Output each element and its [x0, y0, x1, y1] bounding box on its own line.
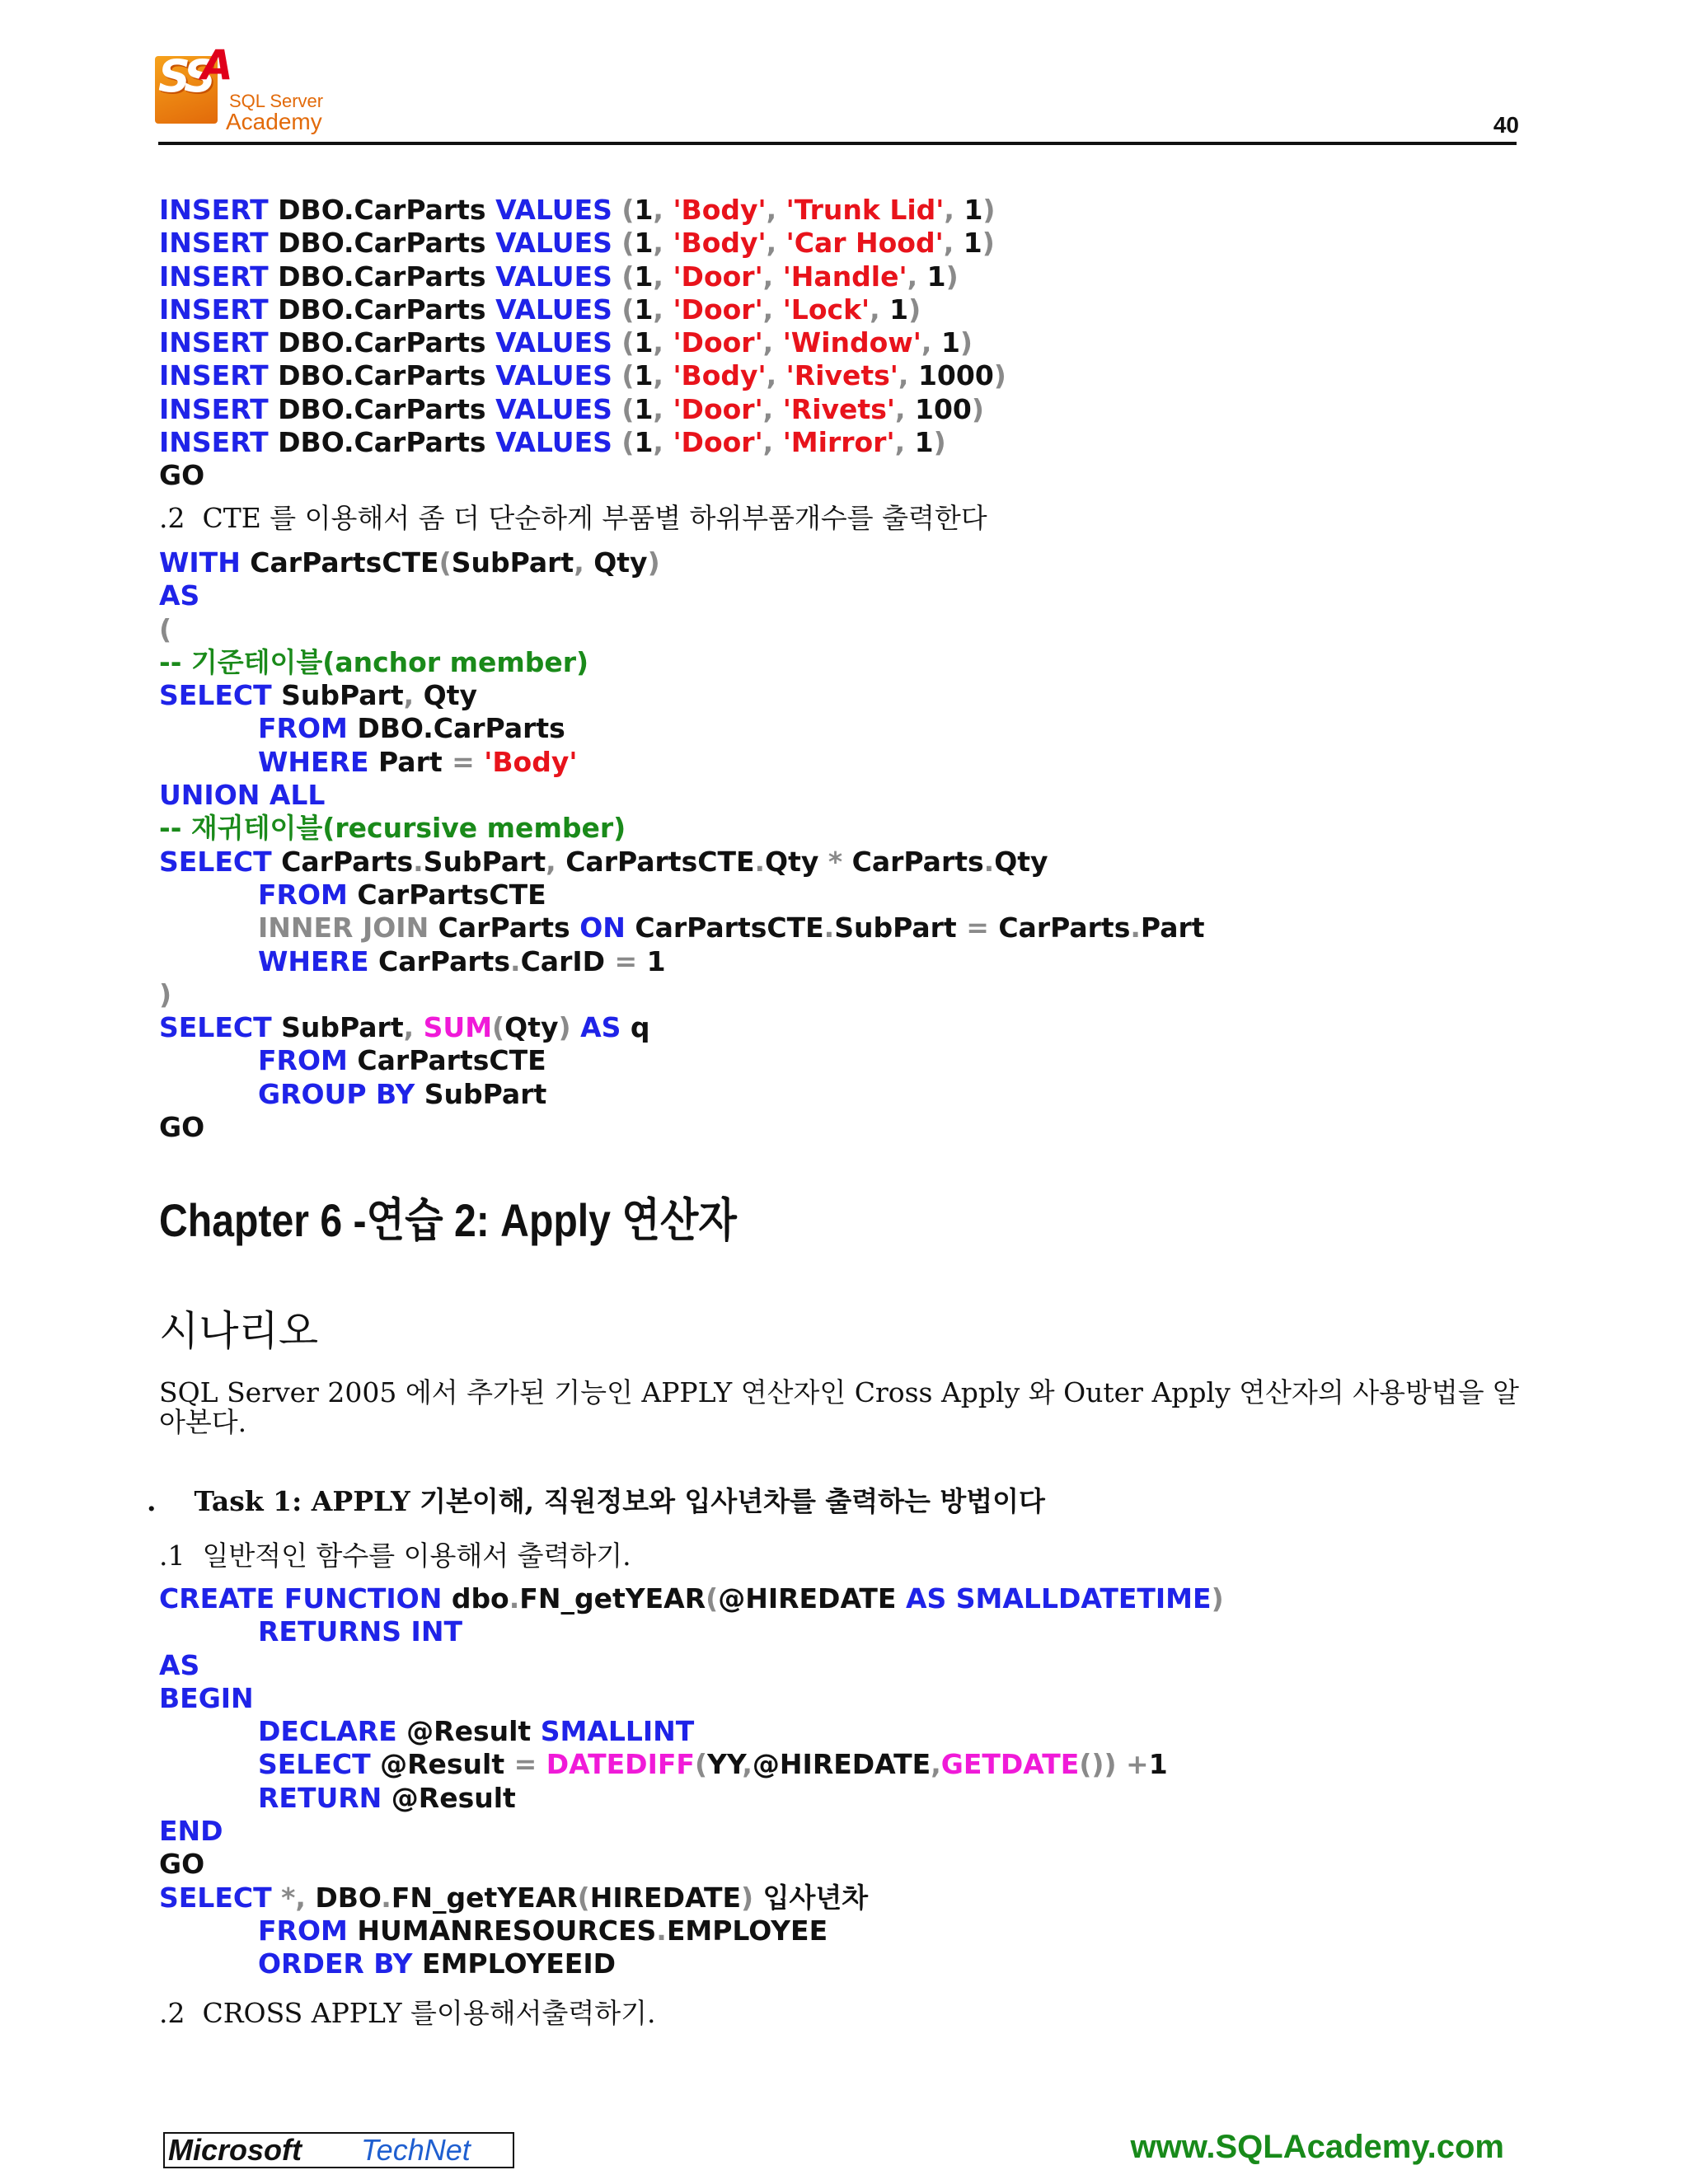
code-line [159, 326, 1006, 359]
code-token: 1 [926, 260, 946, 293]
code-token: -- 기준테이블(anchor member) [159, 645, 589, 678]
code-token: Qty [593, 546, 648, 579]
code-line [159, 812, 1205, 845]
code-token: , [762, 293, 783, 326]
code-token: , [870, 293, 890, 326]
code-block-cte-query [159, 546, 1205, 1144]
code-token: 1 [634, 392, 654, 425]
code-token: CarPartsCTE [625, 912, 824, 944]
code-line [159, 579, 1205, 612]
code-line [159, 359, 1006, 392]
code-token: Part [368, 745, 452, 778]
code-token: , [766, 227, 786, 260]
code-token: 1 [963, 227, 982, 260]
code-token: 1 [964, 194, 983, 226]
code-token: 1 [634, 227, 654, 260]
code-token: AS [159, 1648, 200, 1681]
code-token: 1 [634, 326, 654, 359]
code-token: 'Door' [673, 293, 763, 326]
code-token: WITH [159, 546, 241, 579]
code-token: FROM [258, 1044, 348, 1077]
step-2-cte-instruction: .2 CTE 를 이용해서 좀 더 단순하게 부품별 하위부품개수를 출력한다 [159, 502, 987, 534]
code-token: ( [612, 227, 635, 260]
code-token: YY [707, 1748, 743, 1781]
code-token: GETDATE [940, 1748, 1080, 1781]
code-token: INSERT [159, 260, 269, 293]
code-token: HIREDATE [589, 1881, 742, 1914]
code-token: , [653, 392, 673, 425]
code-token: 1 [940, 326, 960, 359]
code-token: VALUES [495, 194, 612, 226]
code-token: ) [982, 227, 995, 260]
code-token: 'Rivets' [785, 359, 898, 392]
code-token: INSERT [159, 326, 269, 359]
code-token: 'Car Hood' [785, 227, 944, 260]
code-token: CarParts [998, 912, 1131, 944]
sql-academy-logo [150, 41, 335, 144]
code-token: EMPLOYEE [666, 1914, 828, 1947]
code-token: RETURN [258, 1781, 382, 1814]
code-token: CarPartsCTE [565, 845, 755, 878]
code-token: 입사년차 [762, 1881, 869, 1914]
code-line [159, 945, 1205, 978]
footer-website-link[interactable]: www.SQLAcademy.com [1130, 2129, 1504, 2165]
code-line [159, 1882, 1224, 1915]
code-token: SubPart [423, 845, 546, 878]
code-token: AS [159, 579, 200, 612]
logo-text-line2: Academy [226, 109, 322, 134]
code-line [159, 393, 1006, 426]
code-token: DBO.CarParts [268, 326, 496, 359]
code-token: @Result [396, 1715, 541, 1748]
logo-text-line1: SQL Server [229, 91, 324, 111]
code-token: ) [933, 426, 946, 459]
code-line [159, 712, 1205, 745]
code-line [159, 679, 1205, 712]
code-token: CarPartsCTE [347, 878, 546, 911]
code-line [159, 613, 1205, 646]
code-token: , [766, 359, 786, 392]
logo-mark-text: SS [158, 50, 211, 102]
code-token: 1 [1148, 1748, 1168, 1781]
code-token: ) [1211, 1582, 1224, 1615]
code-token: END [159, 1815, 223, 1848]
code-token: 1 [914, 426, 934, 459]
code-token: 1 [634, 359, 654, 392]
code-token: SubPart [451, 546, 574, 579]
code-token: , [403, 1011, 424, 1044]
code-token: Qty [423, 679, 477, 712]
code-token: CarPartsCTE [240, 546, 439, 579]
code-token: EMPLOYEEID [412, 1947, 616, 1980]
code-token: DBO.CarParts [347, 712, 565, 745]
code-token: Part [1140, 912, 1205, 944]
code-token: CarPartsCTE [347, 1044, 546, 1077]
code-token: ( [612, 392, 635, 425]
code-token: SMALLINT [540, 1715, 695, 1748]
code-token: ) [647, 546, 660, 579]
code-token: AS SMALLDATETIME [905, 1582, 1212, 1615]
code-token: INSERT [159, 227, 269, 260]
code-token: . [983, 845, 995, 878]
code-token: ORDER BY [258, 1947, 413, 1980]
code-token: SELECT [258, 1748, 371, 1781]
code-token: SUM [423, 1011, 493, 1044]
code-token: 'Lock' [782, 293, 870, 326]
step-1-instruction: .1 일반적인 함수를 이용해서 출력하기. [159, 1540, 631, 1572]
code-line [159, 1615, 1224, 1648]
code-line [159, 1044, 1205, 1077]
code-line [159, 879, 1205, 912]
code-line [159, 194, 1006, 227]
code-token: ) [982, 194, 996, 226]
code-token: DBO.CarParts [268, 392, 496, 425]
code-token: 'Trunk Lid' [785, 194, 945, 226]
code-token: ) [993, 359, 1006, 392]
code-token: VALUES [495, 326, 612, 359]
code-token: ( [612, 326, 635, 359]
code-token: SubPart [415, 1077, 547, 1110]
code-token: DBO.CarParts [268, 194, 496, 226]
code-token: SELECT [159, 1881, 272, 1914]
code-token: SELECT [159, 1011, 272, 1044]
code-line [159, 1748, 1224, 1781]
code-token: INSERT [159, 392, 269, 425]
code-line [159, 1715, 1224, 1748]
logo-mark-a: A [201, 41, 233, 89]
code-token: , [653, 194, 673, 226]
code-token: . [413, 845, 424, 878]
code-line [159, 293, 1006, 326]
code-token: @HIREDATE [752, 1748, 931, 1781]
code-token: , [653, 293, 673, 326]
code-token: ) [908, 293, 921, 326]
code-token: . [510, 944, 521, 977]
code-token: FN_getYEAR [391, 1881, 578, 1914]
scenario-description: SQL Server 2005 에서 추가된 기능인 APPLY 연산자인 Cross Apply 와 Outer Apply 연산자의 사용방법을 알아본다. [159, 1376, 1519, 1438]
code-token: WHERE [258, 745, 369, 778]
code-token: , [907, 260, 927, 293]
code-token: DBO.CarParts [268, 293, 496, 326]
code-token: = [966, 912, 999, 944]
code-line [159, 459, 1006, 492]
code-token: CarParts [429, 912, 580, 944]
code-token: VALUES [495, 260, 612, 293]
code-token: , [894, 426, 915, 459]
code-token: GO [159, 459, 205, 492]
code-token: 'Body' [484, 745, 578, 778]
code-line [159, 1078, 1205, 1111]
code-token: 'Rivets' [782, 392, 895, 425]
code-token: Qty [994, 845, 1048, 878]
code-token: @Result [370, 1748, 514, 1781]
code-token: RETURNS INT [258, 1615, 462, 1648]
code-token: FROM [258, 712, 348, 745]
code-token: = [614, 944, 647, 977]
footer-technet-text: TechNet [361, 2133, 471, 2167]
code-token: INSERT [159, 293, 269, 326]
code-token: , [894, 392, 915, 425]
code-token: 100 [914, 392, 972, 425]
code-token: ( [706, 1582, 719, 1615]
page-number: 40 [1493, 112, 1519, 138]
code-token: VALUES [495, 293, 612, 326]
code-line [159, 1111, 1205, 1144]
code-token: ( [577, 1881, 590, 1914]
task-1-heading: . Task 1: APPLY 기본이해, 직원정보와 입사년차를 출력하는 방법이다 [147, 1485, 1045, 1517]
code-token: @HIREDATE [718, 1582, 906, 1615]
code-token: 1000 [917, 359, 994, 392]
code-token: ()) + [1079, 1748, 1149, 1781]
code-token: , [762, 260, 783, 293]
code-token: 'Door' [673, 326, 763, 359]
code-token: 'Door' [673, 426, 763, 459]
code-line [159, 1848, 1224, 1881]
code-token: UNION ALL [159, 779, 326, 812]
code-token: INSERT [159, 194, 269, 226]
code-token: . [1130, 912, 1141, 944]
code-token: , [943, 227, 964, 260]
code-token: @Result [382, 1781, 516, 1814]
code-token: . [381, 1881, 392, 1914]
code-token: GO [159, 1111, 205, 1144]
code-token: , [653, 426, 673, 459]
code-token: 'Window' [782, 326, 921, 359]
code-token: ( [612, 359, 635, 392]
code-line [159, 978, 1205, 1011]
code-token: CarParts [271, 845, 414, 878]
code-token: DBO [315, 1881, 382, 1914]
code-token: = [513, 1748, 546, 1781]
code-token: ) [558, 1011, 581, 1044]
header-divider [158, 142, 1517, 145]
code-token: DBO.CarParts [268, 359, 496, 392]
code-token: 'Door' [673, 392, 763, 425]
code-line [159, 746, 1205, 779]
code-token: 'Mirror' [782, 426, 895, 459]
code-token: , [931, 1748, 941, 1781]
code-token: CREATE FUNCTION [159, 1582, 443, 1615]
code-token: Qty [504, 1011, 559, 1044]
code-token: ( [612, 293, 635, 326]
code-token: DECLARE [258, 1715, 397, 1748]
code-token: , [762, 392, 783, 425]
code-token: GO [159, 1848, 205, 1881]
code-token: INNER JOIN [258, 912, 429, 944]
code-token: WHERE [258, 944, 369, 977]
code-line [159, 1947, 1224, 1980]
code-line [159, 1582, 1224, 1615]
step-2-cross-apply-instruction: .2 CROSS APPLY 를이용해서출력하기. [159, 1997, 656, 2029]
code-token: , [403, 679, 424, 712]
code-token: , [898, 359, 918, 392]
code-token: FROM [258, 1914, 348, 1947]
code-token: HUMANRESOURCES [347, 1914, 657, 1947]
code-token: AS [580, 1011, 621, 1044]
code-token: ON [579, 912, 626, 944]
code-token: SELECT [159, 679, 272, 712]
code-token: , [742, 1748, 753, 1781]
code-token: , [653, 359, 673, 392]
code-token: 1 [889, 293, 909, 326]
code-token: ( [438, 546, 452, 579]
chapter-title: Chapter 6 -연습 2: Apply 연산자 [159, 1194, 737, 1246]
code-token: 'Door' [673, 260, 763, 293]
code-token: GROUP BY [258, 1077, 415, 1110]
code-token: SELECT [159, 845, 272, 878]
scenario-heading: 시나리오 [159, 1307, 319, 1355]
code-token: DBO.CarParts [268, 227, 496, 260]
code-token: CarID [520, 944, 615, 977]
code-token: ) [945, 260, 959, 293]
code-token: DATEDIFF [546, 1748, 695, 1781]
code-token: 1 [634, 260, 654, 293]
code-token: SubPart [834, 912, 967, 944]
code-line [159, 1682, 1224, 1715]
footer-microsoft-text: Microsoft [168, 2133, 302, 2167]
code-token: , [574, 546, 594, 579]
code-line [159, 912, 1205, 944]
code-token: ( [612, 426, 635, 459]
code-token: VALUES [495, 426, 612, 459]
code-token: 'Handle' [782, 260, 907, 293]
code-line [159, 227, 1006, 260]
code-token: 1 [646, 944, 666, 977]
code-token: , [653, 326, 673, 359]
code-token: SubPart [271, 679, 404, 712]
code-token: DBO.CarParts [268, 260, 496, 293]
code-token: = [452, 745, 485, 778]
code-token: ( [612, 194, 635, 226]
code-token: , [762, 426, 783, 459]
code-token: Qty [765, 845, 828, 878]
code-line [159, 1782, 1224, 1815]
code-token: ) [959, 326, 973, 359]
code-token: dbo [442, 1582, 509, 1615]
code-token: 'Body' [673, 194, 767, 226]
code-token: , [766, 194, 786, 226]
code-token: . [754, 845, 766, 878]
code-token: , [653, 260, 673, 293]
code-token: ( [492, 1011, 505, 1044]
code-token: q [621, 1011, 650, 1044]
code-token: 1 [634, 293, 654, 326]
code-block-function-definition [159, 1582, 1224, 1981]
code-line [159, 546, 1205, 579]
code-token: FN_getYEAR [519, 1582, 706, 1615]
code-token: ) [741, 1881, 763, 1914]
code-token: ( [694, 1748, 708, 1781]
code-token: INSERT [159, 426, 269, 459]
microsoft-technet-logo [163, 2132, 514, 2168]
code-line [159, 260, 1006, 293]
code-token: . [656, 1914, 667, 1947]
code-line [159, 1649, 1224, 1682]
code-token: , [653, 227, 673, 260]
code-token: BEGIN [159, 1681, 254, 1714]
code-line [159, 1815, 1224, 1848]
code-line [159, 846, 1205, 879]
code-token: ) [159, 977, 172, 1010]
code-token: *, [271, 1881, 316, 1914]
code-token: , [762, 326, 783, 359]
code-token: VALUES [495, 359, 612, 392]
code-token: VALUES [495, 227, 612, 260]
code-token: 1 [634, 194, 654, 226]
code-token: 'Body' [673, 227, 767, 260]
code-token: CarParts [368, 944, 511, 977]
code-line [159, 426, 1006, 459]
code-token: , [546, 845, 566, 878]
code-token: SubPart [271, 1011, 404, 1044]
code-token: -- 재귀테이블(recursive member) [159, 812, 626, 845]
code-token: DBO.CarParts [268, 426, 496, 459]
code-token: 'Body' [673, 359, 767, 392]
code-line [159, 1915, 1224, 1947]
code-line [159, 646, 1205, 679]
code-token: . [823, 912, 835, 944]
code-token: . [509, 1582, 520, 1615]
code-token: ) [971, 392, 984, 425]
code-token: INSERT [159, 359, 269, 392]
code-token: FROM [258, 878, 348, 911]
code-token: ( [159, 612, 172, 645]
code-token: 1 [634, 426, 654, 459]
code-token: , [921, 326, 941, 359]
code-token: CarParts [851, 845, 984, 878]
code-line [159, 779, 1205, 812]
code-token: * [828, 845, 852, 878]
code-line [159, 1011, 1205, 1044]
code-token: , [944, 194, 964, 226]
code-token: VALUES [495, 392, 612, 425]
code-token: ( [612, 260, 635, 293]
code-block-insert-statements [159, 194, 1006, 493]
